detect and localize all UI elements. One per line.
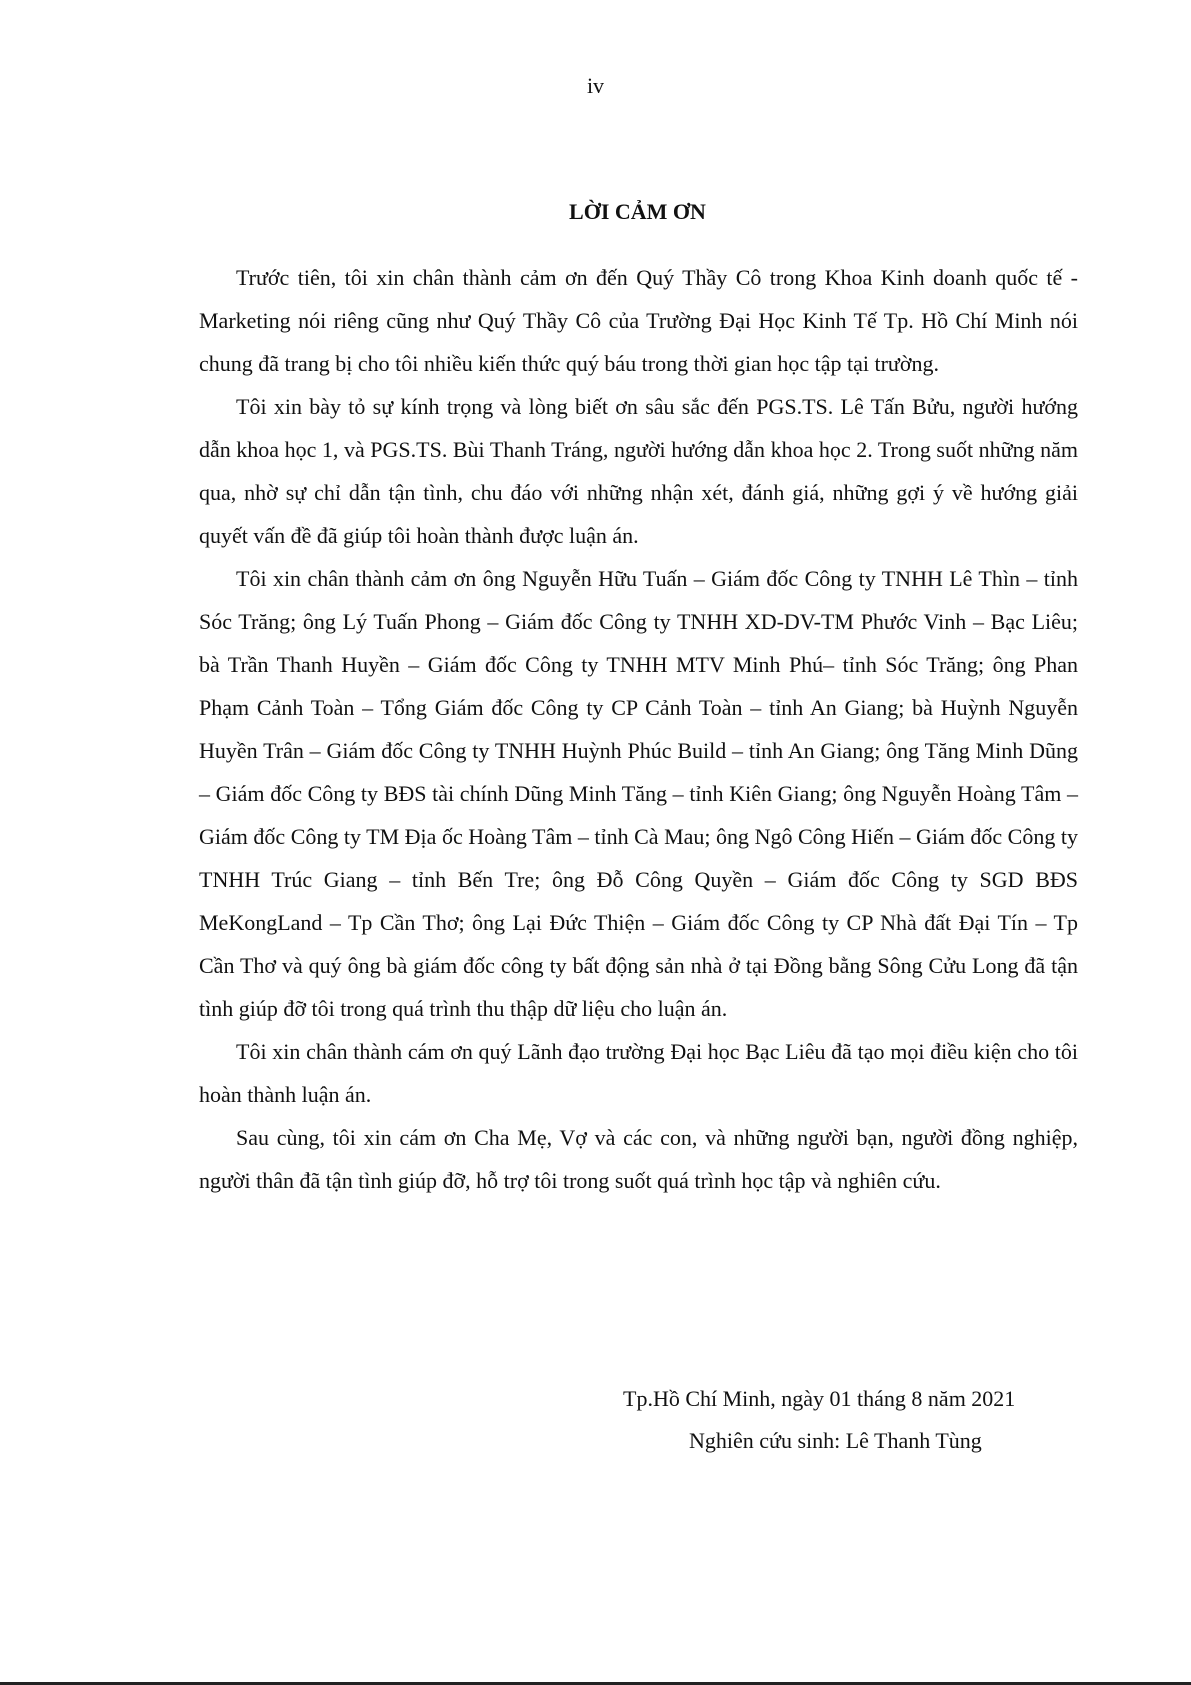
- signature-date-text: Tp.Hồ Chí Minh, ngày 01 tháng 8 năm 2021: [623, 1386, 1016, 1411]
- paragraph-advisors: Tôi xin bày tỏ sự kính trọng và lòng biết ơn sâu sắc đến PGS.TS. Lê Tấn Bửu, người hướng dẫn khoa học 1, và PGS.TS. Bùi Thanh Tráng, người hướng dẫn khoa học 2. Trong suốt những năm qua, nhờ sự chỉ dẫn tận tình, chu đáo với những nhận xét, đánh giá, những gợi ý về hướng giải quyết vấn đề đã giúp tôi hoàn thành được luận án.: [199, 394, 1078, 548]
- acknowledgement-body: [199, 256, 1078, 1202]
- page-number: iv: [586, 73, 605, 98]
- paragraph-family: Sau cùng, tôi xin cám ơn Cha Mẹ, Vợ và các con, và những người bạn, người đồng nghiệp, người thân đã tận tình giúp đỡ, hỗ trợ tôi trong suốt quá trình học tập và nghiên cứu.: [199, 1125, 1078, 1193]
- page-title: LỜI CẢM ƠN: [569, 199, 706, 224]
- paragraph-university: Tôi xin chân thành cám ơn quý Lãnh đạo trường Đại học Bạc Liêu đã tạo mọi điều kiện cho tôi hoàn thành luận án.: [199, 1039, 1078, 1107]
- paragraph-intro: Trước tiên, tôi xin chân thành cảm ơn đến Quý Thầy Cô trong Khoa Kinh doanh quốc tế - Marketing nói riêng cũng như Quý Thầy Cô của Trường Đại Học Kinh Tế Tp. Hồ Chí Minh nói chung đã trang bị cho tôi nhiều kiến thức quý báu trong thời gian học tập tại trường.: [199, 265, 1078, 376]
- signature-name-text: Nghiên cứu sinh: Lê Thanh Tùng: [689, 1428, 982, 1453]
- paragraph-companies: Tôi xin chân thành cảm ơn ông Nguyễn Hữu Tuấn – Giám đốc Công ty TNHH Lê Thìn – tỉnh Sóc Trăng; ông Lý Tuấn Phong – Giám đốc Công ty TNHH XD-DV-TM Phước Vinh – Bạc Liêu; bà Trần Thanh Huyền – Giám đốc Công ty TNHH MTV Minh Phú– tỉnh Sóc Trăng; ông Phan Phạm Cảnh Toàn – Tổng Giám đốc Công ty CP Cảnh Toàn – tỉnh An Giang; bà Huỳnh Nguyễn Huyền Trân – Giám đốc Công ty TNHH Huỳnh Phúc Build – tỉnh An Giang; ông Tăng Minh Dũng – Giám đốc Công ty BĐS tài chính Dũng Minh Tăng – tỉnh Kiên Giang; ông Nguyễn Hoàng Tâm – Giám đốc Công ty TM Địa ốc Hoàng Tâm – tỉnh Cà Mau; ông Ngô Công Hiến – Giám đốc Công ty TNHH Trúc Giang – tỉnh Bến Tre; ông Đỗ Công Quyền – Giám đốc Công ty SGD BĐS MeKongLand – Tp Cần Thơ; ông Lại Đức Thiện – Giám đốc Công ty CP Nhà đất Đại Tín – Tp Cần Thơ và quý ông bà giám đốc công ty bất động sản nhà ở tại Đồng bằng Sông Cửu Long đã tận tình giúp đỡ tôi trong quá trình thu thập dữ liệu cho luận án.: [199, 566, 1078, 1021]
